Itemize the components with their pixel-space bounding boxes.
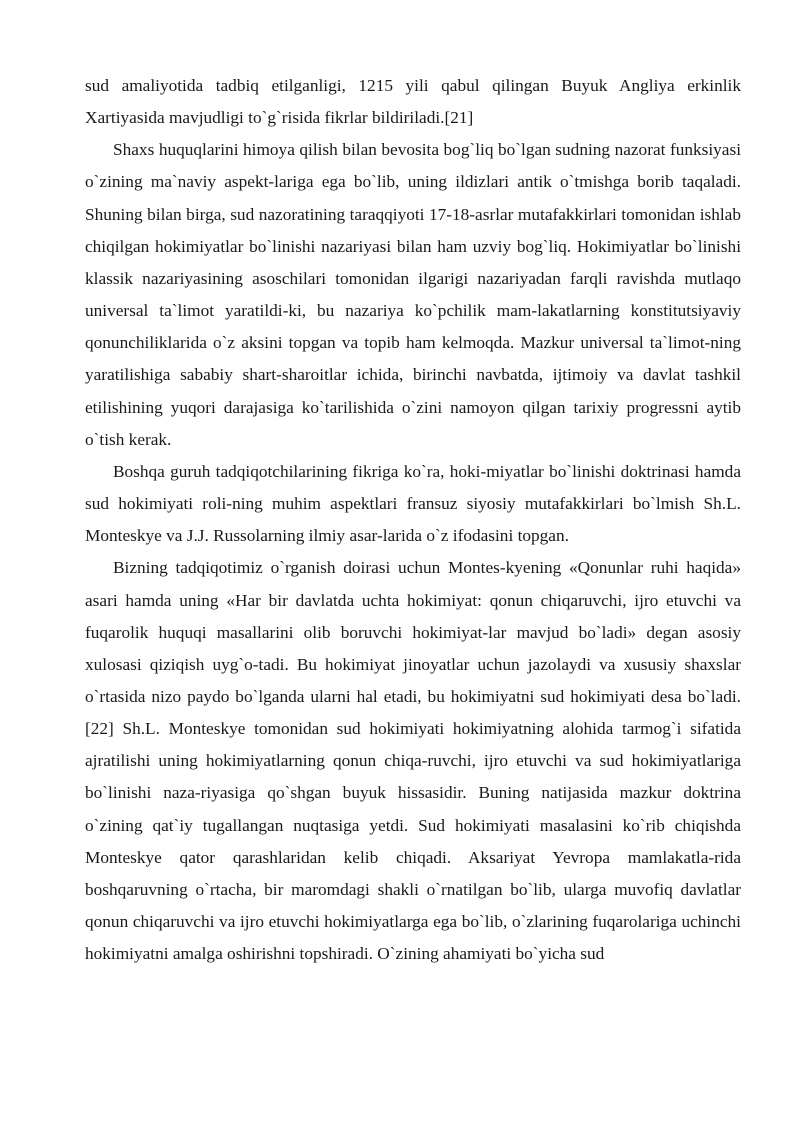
paragraph-judicial-control: Shaxs huquqlarini himoya qilish bilan bevosita bog`liq bo`lgan sudning nazorat funksiyasi o`zining ma`naviy aspekt-lariga ega bo`lib, uning ildizlari antik o`tmishga borib taqaladi. Shuning bilan birga, sud nazoratining taraqqiyoti 17-18-asrlar mutafakkirlari tomonidan ishlab chiqilgan hokimiyatlar bo`linishi nazariyasi bilan ham uzviy bog`liq. Hokimiyatlar bo`linishi klassik nazariyasining asoschilari tomonidan ilgarigi nazariyadan farqli ravishda mutlaqo universal ta`limot yaratildi-ki, bu nazariya ko`pchilik mam-lakatlarning konstitutsiyaviy qonunchiliklarida o`z aksini topgan va topib ham kelmoqda. Mazkur universal ta`limot-ning yaratilishiga sababiy shart-sharoitlar ichida, birinchi navbatda, ijtimoiy va davlat tashkil etilishining yuqori darajasiga ko`tarilishida o`zini namoyon qilgan tarixiy progressni aytib o`tish kerak.	[85, 140, 741, 449]
document-page	[85, 70, 741, 970]
paragraph-other-researchers: Boshqa guruh tadqiqotchilarining fikriga ko`ra, hoki-miyatlar bo`linishi doktrinasi hamda sud hokimiyati roli-ning muhim aspektlari fransuz siyosiy mutafakkirlari bo`lmish Sh.L. Monteskye va J.J. Russolarning ilmiy asar-larida o`z ifodasini topgan.	[85, 461, 741, 546]
paragraph-continuation: sud amaliyotida tadbiq etilganligi, 1215 yili qabul qilingan Buyuk Angliya erkinlik Xartiyasida mavjudligi to`g`risida fikrlar bildiriladi.[21]	[85, 76, 741, 128]
paragraph-montesquieu: Bizning tadqiqotimiz o`rganish doirasi uchun Montes-kyening «Qonunlar ruhi haqida» asari hamda uning «Har bir davlatda uchta hokimiyat: qonun chiqaruvchi, ijro etuvchi va fuqarolik huquqi masallarini olib boruvchi hokimiyat-lar mavjud bo`ladi» degan asosiy xulosasi qiziqish uyg`o-tadi. Bu hokimiyat jinoyatlar uchun jazolaydi va xususiy shaxslar o`rtasida nizo paydo bo`lganda ularni hal etadi, bu hokimiyatni sud hokimiyati desa bo`ladi.[22] Sh.L. Monteskye tomonidan sud hokimiyati hokimiyatning alohida tarmog`i sifatida ajratilishi uning hokimiyatlarning qonun chiqa-ruvchi, ijro etuvchi va sud hokimiyatlariga bo`linishi naza-riyasiga qo`shgan buyuk hissasidir. Buning natijasida mazkur doktrina o`zining qat`iy tugallangan nuqtasiga yetdi. Sud hokimiyati masalasini ko`rib chiqishda Monteskye qator qarashlaridan kelib chiqadi. Aksariyat Yevropa mamlakatla-rida boshqaruvning o`rtacha, bir maromdagi shakli o`rnatilgan bo`lib, ularga muvofiq davlatlar qonun chiqaruvchi va ijro etuvchi hokimiyatlarga ega bo`lib, o`zlarining fuqarolariga uchinchi hokimiyatni amalga oshirishni topshiradi. O`zining ahamiyati bo`yicha sud	[85, 558, 741, 964]
